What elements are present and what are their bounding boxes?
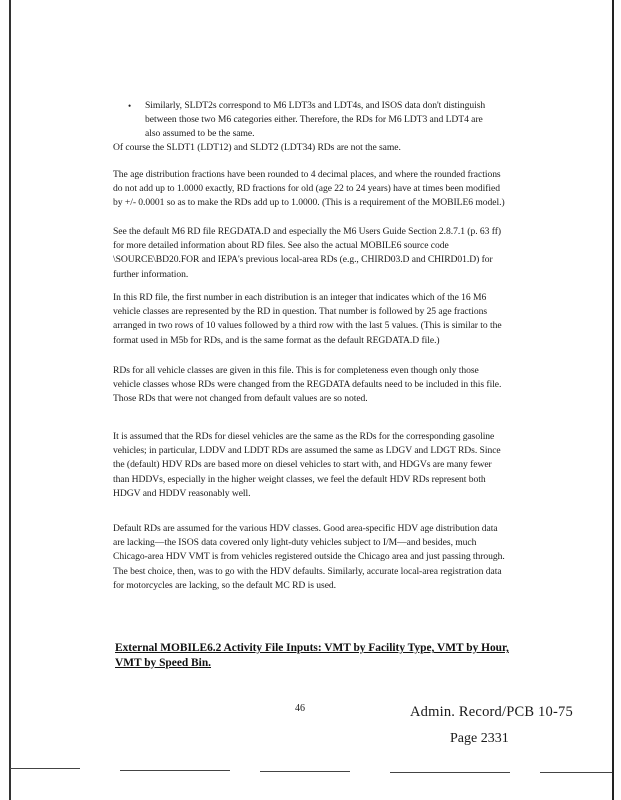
paragraph-6: Default RDs are assumed for the various HDV classes. Good area-specific HDV age distribution data are lacking—the ISOS data covered only light-duty vehicles subject to I/M—and besides, much Chicago-area HDV VMT is from vehicles registered outside the Chicago area and just passing through. The best choice, then, was to go with the HDV defaults. Similarly, accurate local-area registration data for motorcycles are lacking, so the default MC RD is used. [113,523,505,591]
paragraph-4: RDs for all vehicle classes are given in this file. This is for completeness even though only those vehicle classes whose RDs were changed from the REGDATA defaults need to be included in this file. Those RDs that were not changed from default values are so noted. [113,365,502,405]
scan-edge-bottom [10,768,80,769]
scan-edge-right [612,0,614,800]
bullet-text: Similarly, SLDT2s correspond to M6 LDT3s and LDT4s, and ISOS data don't distinguish between those two M6 categories either. Therefore, the RDs for M6 LDT3 and LDT4 are also assumed to be the same. [145,100,486,140]
scan-edge-bottom-2 [120,770,230,771]
page-stamp: Page 2331 [450,731,509,746]
paragraph-2: See the default M6 RD file REGDATA.D and especially the M6 Users Guide Section 2.8.7.1 (p. 63 ff) for more detailed information about RD files. See also the actual MOBILE6 source code \SOURCE\BD20.FOR and IEPA's previous local-area RDs (e.g., CHIRD03.D and CHIRD01.D) for further information. [113,226,502,280]
bullet-item [128,99,497,142]
page-number: 46 [295,703,305,714]
scan-edge-bottom-3 [260,771,350,772]
scan-edge-bottom-5 [540,772,612,773]
paragraph-3: In this RD file, the first number in each distribution is an integer that indicates which of the 16 M6 vehicle classes are represented by the RD in question. That number is followed by 25 age fractions arranged in two rows of 10 values followed by a third row with the last 5 values. (This is similar to the format used in M5b for RDs, and is the same format as the default REGDATA.D file.) [113,292,502,346]
bullet-dot-icon: • [128,101,132,111]
paragraph-1: The age distribution fractions have been rounded to 4 decimal places, and where the rounded fractions do not add up to 1.0000 exactly, RD fractions for old (age 22 to 24 years) have at times been modified by +/- 0.0001 so as to make the RDs add up to 1.0000. (This is a requirement of the MOBILE6 model.) [113,169,505,209]
scan-edge-bottom-4 [390,772,510,773]
admin-record-stamp: Admin. Record/PCB 10-75 [410,704,573,720]
section-heading: External MOBILE6.2 Activity File Inputs: VMT by Facility Type, VMT by Hour, VMT by Speed Bin. [115,642,509,669]
scan-edge-left [9,0,11,800]
paragraph-5: It is assumed that the RDs for diesel vehicles are the same as the RDs for the corresponding gasoline vehicles; in particular, LDDV and LDDT RDs are assumed the same as LDGV and LDGT RDs. Since the (default) HDV RDs are based more on diesel vehicles to start with, and HDGVs are many fewer than HDDVs, especially in the higher weight classes, we feel the default HDV RDs represent both HDGV and HDDV reasonably well. [113,431,501,499]
paragraph-0: Of course the SLDT1 (LDT12) and SLDT2 (LDT34) RDs are not the same. [113,142,401,153]
